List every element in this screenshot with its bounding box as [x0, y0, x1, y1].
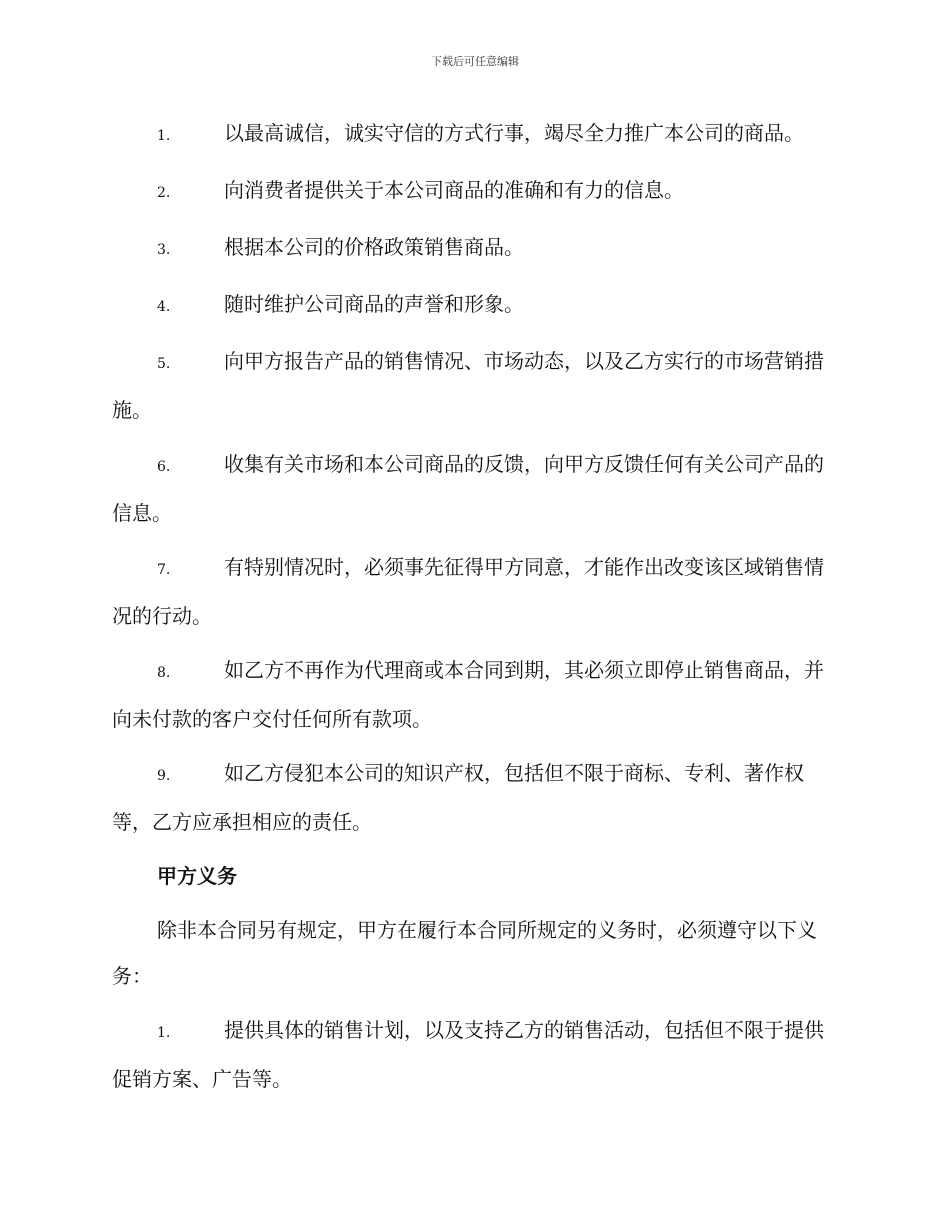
list-item — [112, 1007, 836, 1102]
list-item-number: 7. — [157, 562, 171, 578]
list-item-number: 6. — [157, 459, 171, 475]
page-header: 下载后可任意编辑 — [431, 55, 519, 68]
list-item-text: 有特别情况时，必须事先征得甲方同意，才能作出改变该区域销售情况的行动。 — [112, 555, 824, 628]
list-item-text: 收集有关市场和本公司商品的反馈，向甲方反馈任何有关公司产品的信息。 — [112, 452, 824, 525]
section-heading: 甲方义务 — [157, 864, 237, 888]
list-item-number: 2. — [157, 185, 171, 201]
list-item — [112, 750, 836, 845]
list-item-number: 4. — [157, 299, 171, 315]
list-item — [112, 544, 836, 639]
list-item-text: 根据本公司的价格政策销售商品。 — [224, 235, 524, 259]
list-item — [112, 441, 836, 536]
list-item — [112, 167, 836, 216]
list-item-number: 8. — [157, 665, 171, 681]
list-item — [112, 647, 836, 742]
list-item — [112, 338, 836, 433]
list-item-text: 如乙方侵犯本公司的知识产权，包括但不限于商标、专利、著作权等，乙方应承担相应的责任。 — [112, 761, 804, 834]
list-item-text: 以最高诚信，诚实守信的方式行事，竭尽全力推广本公司的商品。 — [224, 121, 804, 145]
list-item-number: 5. — [157, 356, 171, 372]
list-item-number: 1. — [157, 128, 171, 144]
document-body — [112, 110, 836, 1110]
list-item-number: 1. — [157, 1025, 171, 1041]
list-item-text: 如乙方不再作为代理商或本合同到期，其必须立即停止销售商品，并向未付款的客户交付任何所有款项。 — [112, 658, 824, 731]
list-item-text: 提供具体的销售计划，以及支持乙方的销售活动，包括但不限于提供促销方案、广告等。 — [112, 1018, 824, 1091]
list-item-number: 3. — [157, 242, 171, 258]
list-item — [112, 281, 836, 330]
list-item — [112, 224, 836, 273]
list-item — [112, 110, 836, 159]
list-item-text: 向消费者提供关于本公司商品的准确和有力的信息。 — [224, 178, 684, 202]
list-item-number: 9. — [157, 768, 171, 784]
list-item-text: 向甲方报告产品的销售情况、市场动态，以及乙方实行的市场营销措施。 — [112, 349, 824, 422]
section-intro: 除非本合同另有规定，甲方在履行本合同所规定的义务时，必须遵守以下义务： — [112, 918, 817, 988]
list-item-text: 随时维护公司商品的声誉和形象。 — [224, 292, 524, 316]
